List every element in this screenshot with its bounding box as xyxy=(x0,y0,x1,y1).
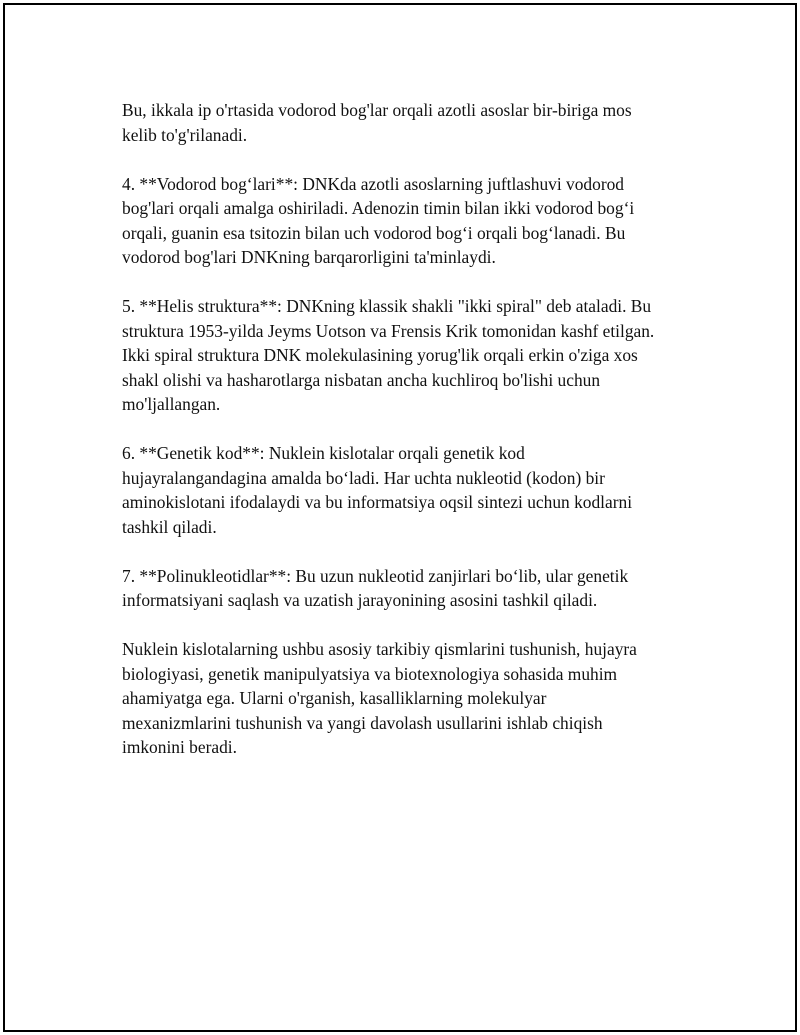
text-line: biologiyasi, genetik manipulyatsiya va biotexnologiya sohasida muhim xyxy=(122,663,618,684)
text-line: imkonini beradi. xyxy=(122,737,237,757)
text-line: kelib to'g'rilanadi. xyxy=(122,124,248,145)
paragraph-genetic-code xyxy=(122,441,702,539)
text-line: vodorod bog'lari DNKning barqarorligini ta'minlaydi. xyxy=(122,247,496,267)
paragraph-hydrogen-bonds xyxy=(122,172,702,270)
text-line: ahamiyatga ega. Ularni o'rganish, kasalliklarning molekulyar xyxy=(122,688,547,708)
text-line: tashkil qiladi. xyxy=(122,516,217,537)
paragraph-polynucleotides xyxy=(122,564,702,613)
text-line: Ikki spiral struktura DNK molekulasining yorug'lik orqali erkin o'ziga xos xyxy=(122,345,638,365)
text-line: 5. **Helis struktura**: DNKning klassik shakli "ikki spiral" deb ataladi. Bu xyxy=(122,296,652,316)
text-line: orqali, guanin esa tsitozin bilan uch vodorod bog‘i orqali bog‘lanadi. Bu xyxy=(122,222,626,243)
text-line: Nuklein kislotalarning ushbu asosiy tarkibiy qismlarini tushunish, hujayra xyxy=(122,639,637,659)
text-line: Bu, ikkala ip o'rtasida vodorod bog'lar orqali azotli asoslar bir-biriga mos xyxy=(122,100,632,120)
text-line: mo'ljallangan. xyxy=(122,394,221,414)
paragraph-base-pairing xyxy=(122,98,702,147)
text-line: 4. **Vodorod bog‘lari**: DNKda azotli asoslarning juftlashuvi vodorod xyxy=(122,173,625,194)
text-line: hujayralangandagina amalda bo‘ladi. Har uchta nukleotid (kodon) bir xyxy=(122,467,605,488)
text-line: mexanizmlarini tushunish va yangi davolash usullarini ishlab chiqish xyxy=(122,712,603,733)
text-line: 6. **Genetik kod**: Nuklein kislotalar orqali genetik kod xyxy=(122,443,525,463)
paragraph-helix-structure xyxy=(122,294,702,417)
text-line: bog'lari orqali amalga oshiriladi. Adenozin timin bilan ikki vodorod bog‘i xyxy=(122,198,635,218)
document-body xyxy=(122,98,702,784)
page-frame xyxy=(3,3,797,1032)
text-line: struktura 1953-yilda Jeyms Uotson va Frensis Krik tomonidan kashf etilgan. xyxy=(122,320,655,341)
paragraph-conclusion xyxy=(122,637,702,760)
text-line: 7. **Polinukleotidlar**: Bu uzun nukleotid zanjirlari bo‘lib, ular genetik xyxy=(122,565,629,586)
text-line: aminokislotani ifodalaydi va bu informatsiya oqsil sintezi uchun kodlarni xyxy=(122,492,633,512)
text-line: informatsiyani saqlash va uzatish jarayonining asosini tashkil qiladi. xyxy=(122,590,598,610)
text-line: shakl olishi va hasharotlarga nisbatan ancha kuchliroq bo'lishi uchun xyxy=(122,369,601,390)
